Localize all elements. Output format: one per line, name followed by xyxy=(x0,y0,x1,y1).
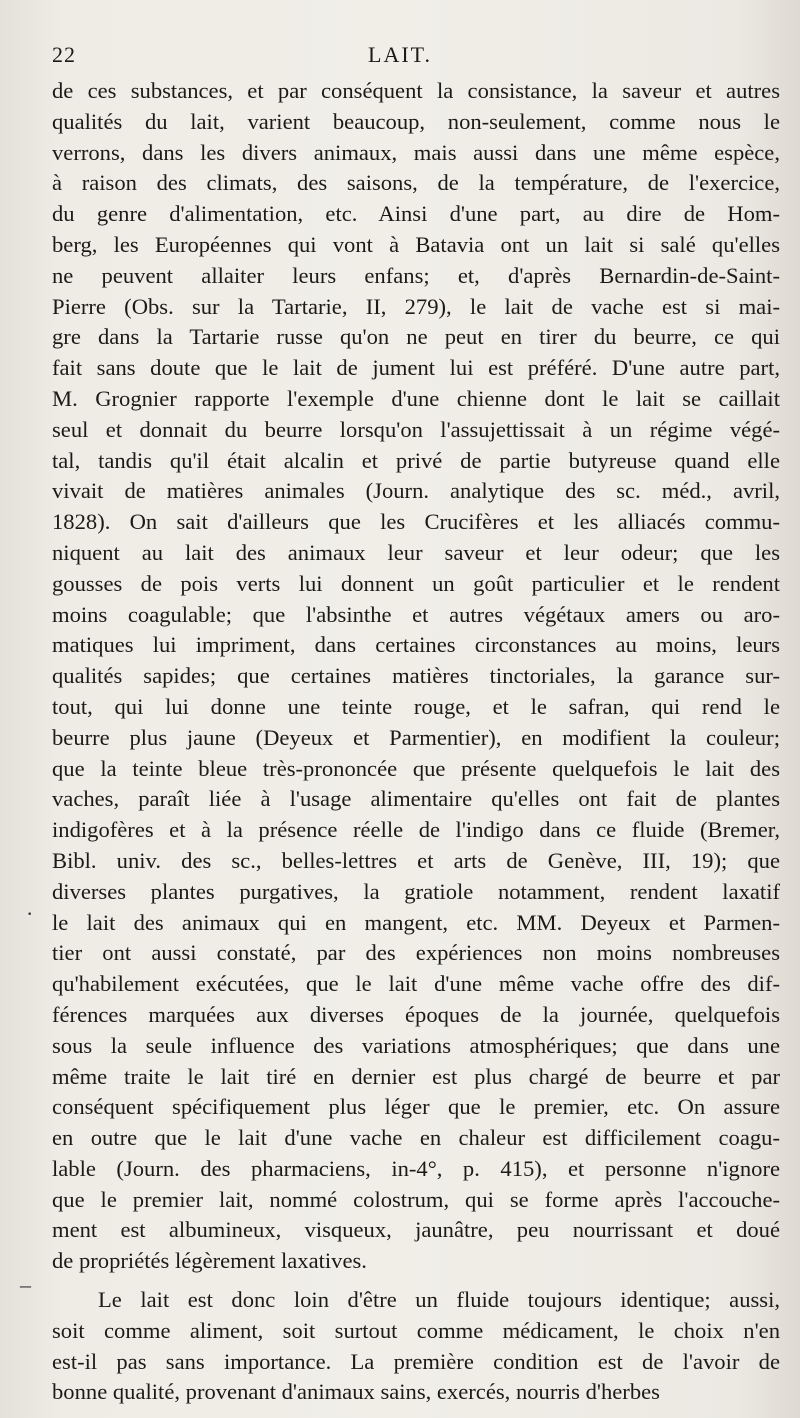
text-line: du genre d'alimentation, etc. Ainsi d'une part, au dire de Hom- xyxy=(52,201,780,227)
text-line: bonne qualité, provenant d'animaux sains, exercés, nourris d'herbes xyxy=(52,1379,660,1405)
text-line: vaches, paraît liée à l'usage alimentaire qu'elles ont fait de plantes xyxy=(52,786,780,812)
text-line: indigofères et à la présence réelle de l'indigo dans ce fluide (Bremer, xyxy=(52,817,780,843)
page-number: 22 xyxy=(52,42,76,67)
paragraph-1 xyxy=(52,76,780,1277)
text-line: berg, les Européennes qui vont à Batavia ont un lait si salé qu'elles xyxy=(52,231,780,257)
text-line: qualités du lait, varient beaucoup, non-seulement, comme nous le xyxy=(52,108,780,134)
text-line: soit comme aliment, soit surtout comme médicament, le choix n'en xyxy=(52,1317,780,1343)
text-line: férences marquées aux diverses époques de la journée, quelquefois xyxy=(52,1001,780,1027)
text-line: tier ont aussi constaté, par des expériences non moins nombreuses xyxy=(52,940,780,966)
text-line: ment est albumineux, visqueux, jaunâtre, peu nourrissant et doué xyxy=(52,1217,780,1243)
text-line: conséquent spécifiquement plus léger que le premier, etc. On assure xyxy=(52,1094,780,1120)
margin-mark: – xyxy=(20,1272,31,1297)
text-line: ne peuvent allaiter leurs enfans; et, d'après Bernardin-de-Saint- xyxy=(52,262,780,288)
text-line: qualités sapides; que certaines matières tinctoriales, la garance sur- xyxy=(52,663,780,689)
text-line: Le lait est donc loin d'être un fluide toujours identique; aussi, xyxy=(98,1287,780,1313)
text-line: qu'habilement exécutées, que le lait d'une même vache offre des dif- xyxy=(52,971,780,997)
text-line: gousses de pois verts lui donnent un goût particulier et le rendent xyxy=(52,570,780,596)
running-header xyxy=(52,42,770,76)
text-line: à raison des climats, des saisons, de la température, de l'exercice, xyxy=(52,170,780,196)
text-line: vivait de matières animales (Journ. analytique des sc. méd., avril, xyxy=(52,478,780,504)
paragraph-2 xyxy=(52,1285,780,1408)
text-line: tal, tandis qu'il était alcalin et privé de partie butyreuse quand elle xyxy=(52,447,780,473)
text-line: de ces substances, et par conséquent la consistance, la saveur et autres xyxy=(52,78,780,103)
text-line: même traite le lait tiré en dernier est plus chargé de beurre et par xyxy=(52,1063,780,1089)
text-line: moins coagulable; que l'absinthe et autres végétaux amers ou aro- xyxy=(52,601,780,627)
text-line: de propriétés légèrement laxatives. xyxy=(52,1248,367,1274)
text-line: lable (Journ. des pharmaciens, in-4°, p. 415), et personne n'ignore xyxy=(52,1155,780,1181)
text-line: est-il pas sans importance. La première condition est de l'avoir de xyxy=(52,1348,780,1374)
text-line: que le premier lait, nommé colostrum, qui se forme après l'accouche- xyxy=(52,1186,780,1212)
text-line: niquent au lait des animaux leur saveur et leur odeur; que les xyxy=(52,539,780,565)
text-line: Pierre (Obs. sur la Tartarie, II, 279), le lait de vache est si mai- xyxy=(52,293,780,319)
text-line: sous la seule influence des variations atmosphériques; que dans une xyxy=(52,1032,780,1058)
text-line: beurre plus jaune (Deyeux et Parmentier), en modifient la couleur; xyxy=(52,724,780,750)
paragraph-gap xyxy=(52,1277,780,1285)
text-line: le lait des animaux qui en mangent, etc. MM. Deyeux et Parmen- xyxy=(52,909,780,935)
running-title: LAIT. xyxy=(368,42,432,67)
text-line: tout, qui lui donne une teinte rouge, et le safran, qui rend le xyxy=(52,693,780,719)
text-line: gre dans la Tartarie russe qu'on ne peut en tirer du beurre, ce qui xyxy=(52,324,780,350)
text-line: Bibl. univ. des sc., belles-lettres et arts de Genève, III, 19); que xyxy=(52,847,780,873)
margin-mark: · xyxy=(26,901,34,926)
text-line: diverses plantes purgatives, la gratiole notamment, rendent laxatif xyxy=(52,878,780,904)
text-line: seul et donnait du beurre lorsqu'on l'assujettissait à un régime végé- xyxy=(52,416,780,442)
text-line: 1828). On sait d'ailleurs que les Crucifères et les alliacés commu- xyxy=(52,509,780,535)
body-text xyxy=(52,76,780,1408)
text-line: verrons, dans les divers animaux, mais aussi dans une même espèce, xyxy=(52,139,780,165)
text-line: que la teinte bleue très-prononcée que présente quelquefois le lait des xyxy=(52,755,780,781)
text-line: M. Grognier rapporte l'exemple d'une chienne dont le lait se caillait xyxy=(52,385,780,411)
text-line: en outre que le lait d'une vache en chaleur est difficilement coagu- xyxy=(52,1125,780,1151)
text-line: matiques lui impriment, dans certaines circonstances au moins, leurs xyxy=(52,632,780,658)
text-line: fait sans doute que le lait de jument lui est préféré. D'une autre part, xyxy=(52,355,780,381)
